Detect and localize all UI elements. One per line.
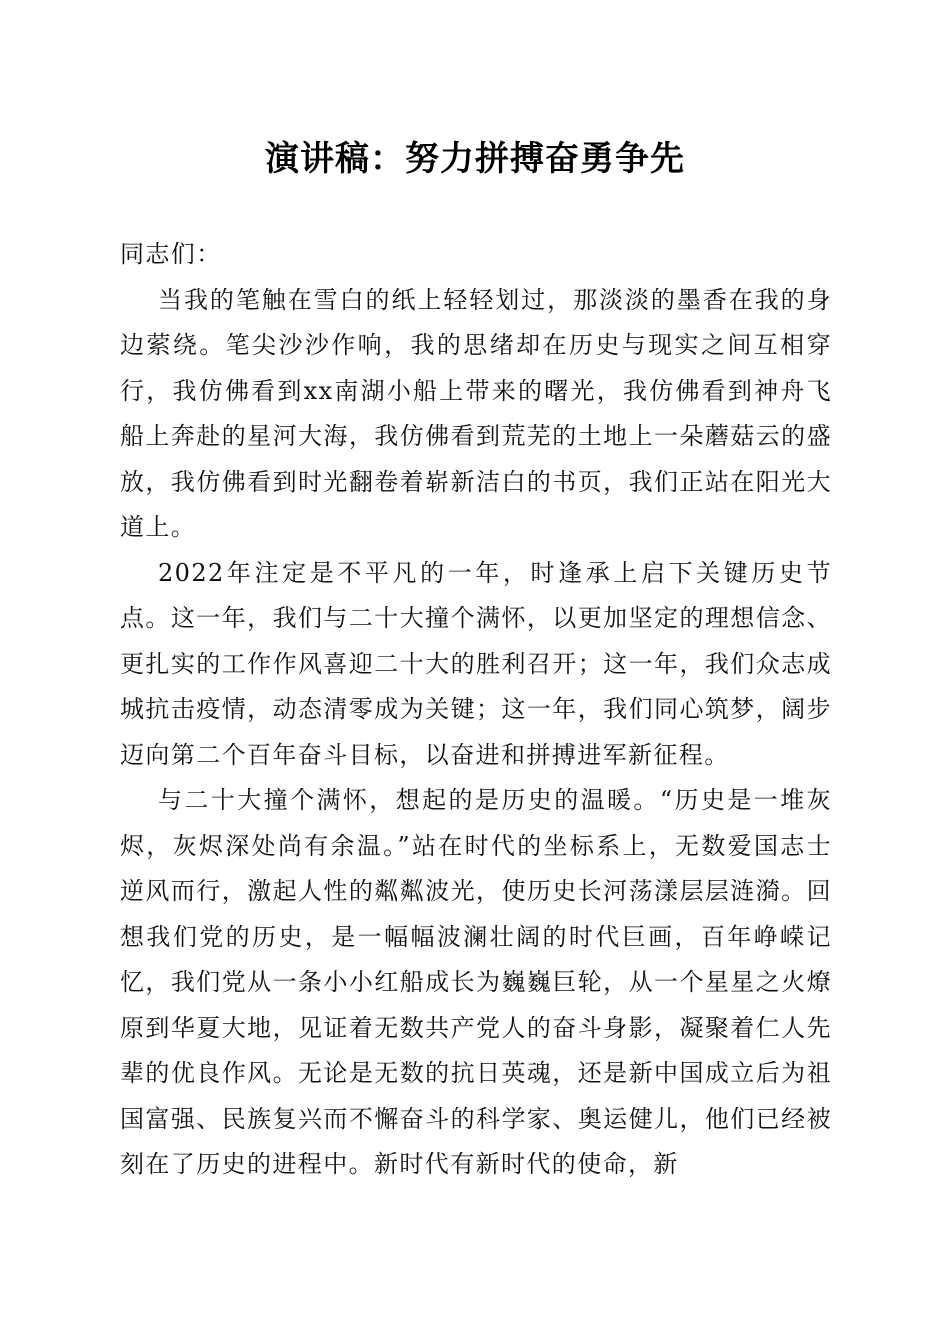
paragraph: 与二十大撞个满怀，想起的是历史的温暖。“历史是一堆灰烬，灰烬深处尚有余温。”站在时代的坐标系上，无数爱国志士逆风而行，激起人性的粼粼波光，使历史长河荡漾层层涟漪。回想我们党的历史，是一幅幅波澜壮阔的时代巨画，百年峥嵘记忆，我们党从一条小小红船成长为巍巍巨轮，从一个星星之火燎原到华夏大地，见证着无数共产党人的奋斗身影，凝聚着仁人先辈的优良作风。无论是无数的抗日英魂，还是新中国成立后为祖国富强、民族复兴而不懈奋斗的科学家、奥运健儿，他们已经被刻在了历史的进程中。新时代有新时代的使命，新 — [120, 786, 832, 1178]
paragraph: 当我的笔触在雪白的纸上轻轻划过，那淡淡的墨香在我的身边萦绕。笔尖沙沙作响，我的思绪却在历史与现实之间互相穿行，我仿佛看到xx南湖小船上带来的曙光，我仿佛看到神舟飞船上奔赴的星河大海，我仿佛看到荒芜的土地上一朵蘑菇云的盛放，我仿佛看到时光翻卷着崭新洁白的书页，我们正站在阳光大道上。 — [120, 285, 832, 541]
paragraph: 2022年注定是不平凡的一年，时逢承上启下关键历史节点。这一年，我们与二十大撞个满怀，以更加坚定的理想信念、更扎实的工作作风喜迎二十大的胜利召开；这一年，我们众志成城抗击疫情，动态清零成为关键；这一年，我们同心筑梦，阔步迈向第二个百年奋斗目标，以奋进和拼搏进军新征程。 — [120, 558, 832, 769]
document-body — [120, 232, 832, 1188]
document-title: 演讲稿：努力拼搏奋勇争先 — [265, 139, 685, 179]
salutation: 同志们： — [120, 240, 222, 268]
